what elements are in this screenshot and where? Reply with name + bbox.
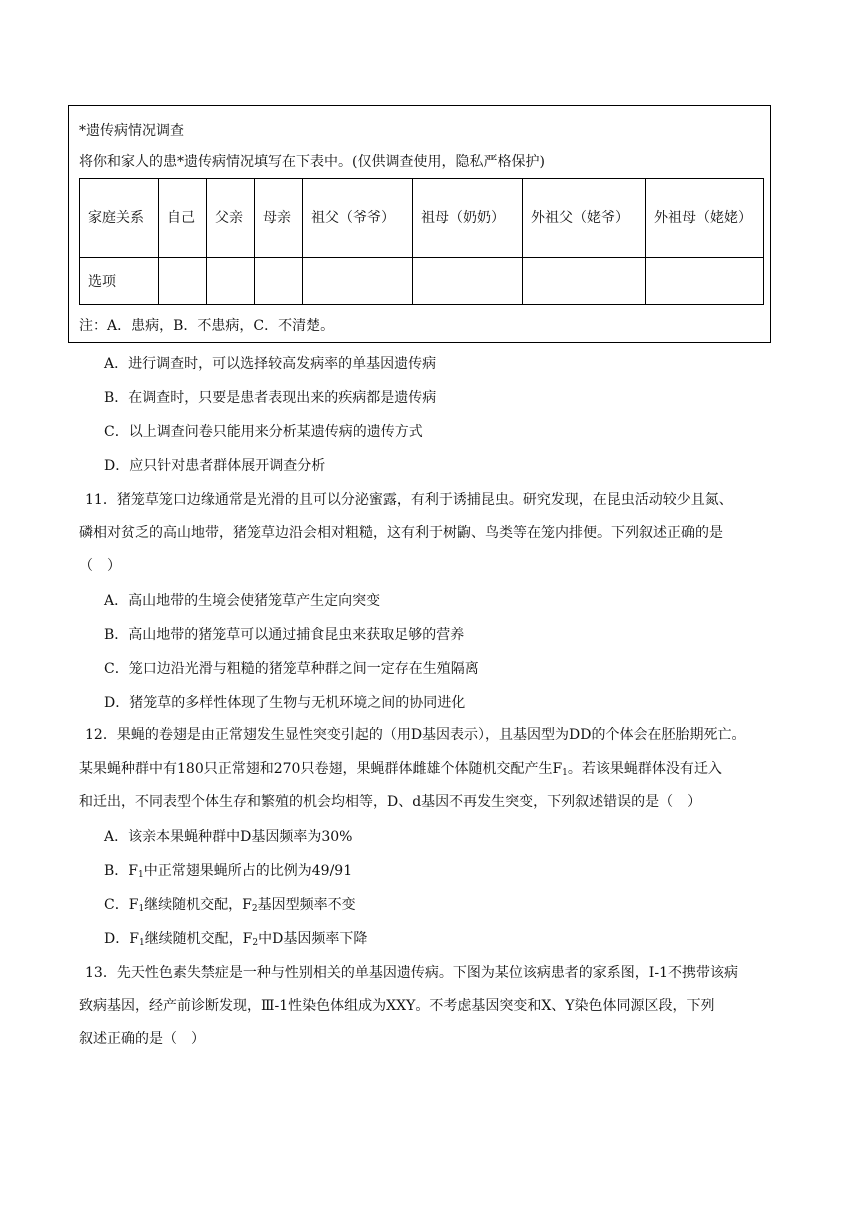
table-row	[80, 258, 764, 305]
q11-stem-line1: 11．猪笼草笼口边缘通常是光滑的且可以分泌蜜露，有利于诱捕昆虫。研究发现，在昆虫活动较少且氮、	[85, 492, 733, 508]
q11-option-d: D．猪笼草的多样性体现了生物与无机环境之间的协同进化	[104, 695, 466, 711]
header-cell: 父亲	[207, 179, 255, 258]
q11-stem-line3: （ ）	[79, 558, 121, 574]
q12-option-b: B．$F_1$中正常翅果蝇所占的比例为49/91	[104, 863, 353, 880]
survey-note: 注：A．患病，B．不患病，C．不清楚。	[79, 318, 335, 334]
q12-stem-line2: 某果蝇种群中有180只正常翅和270只卷翅，果蝇群体雌雄个体随机交配产生$F_1$。若该果蝇群体没有迁入	[79, 761, 722, 778]
table-header-row	[80, 179, 764, 258]
table-cell	[159, 258, 207, 305]
q13-stem-line1: 13．先天性色素失禁症是一种与性别相关的单基因遗传病。下图为某位该病患者的家系图，I-1不携带该病	[85, 965, 738, 981]
q11-option-a: A．高山地带的生境会使猪笼草产生定向突变	[104, 593, 381, 609]
q11-option-b: B．高山地带的猪笼草可以通过捕食昆虫来获取足够的营养	[104, 627, 465, 643]
survey-box	[68, 105, 771, 343]
header-cell: 自己	[159, 179, 207, 258]
header-cell: 家庭关系	[80, 179, 159, 258]
q12-option-c: C．$F_1$继续随机交配，$F_2$基因型频率不变	[104, 897, 356, 914]
q10-option-b: B．在调查时，只要是患者表现出来的疾病都是遗传病	[104, 390, 437, 406]
q12-option-d: D．$F_1$继续随机交配，$F_2$中D基因频率下降	[104, 931, 368, 948]
row-label: 选项	[80, 258, 159, 305]
q11-stem-line2: 磷相对贫乏的高山地带，猪笼草边沿会相对粗糙，这有利于树鼩、鸟类等在笼内排便。下列叙述正确的是	[79, 525, 723, 541]
q11-option-c: C．笼口边沿光滑与粗糙的猪笼草种群之间一定存在生殖隔离	[104, 661, 479, 677]
q13-stem-line3: 叙述正确的是（ ）	[79, 1031, 205, 1047]
q13-stem-line2: 致病基因，经产前诊断发现，Ⅲ-1性染色体组成为XXY。不考虑基因突变和X、Y染色体同源区段，下列	[79, 998, 715, 1014]
q12-stem-line3: 和迁出，不同表型个体生存和繁殖的机会均相等，D、d基因不再发生突变，下列叙述错误的是（ ）	[79, 794, 702, 810]
header-cell: 祖父（爷爷）	[303, 179, 413, 258]
table-cell	[646, 258, 764, 305]
q12-stem-line1: 12．果蝇的卷翅是由正常翅发生显性突变引起的（用D基因表示），且基因型为DD的个体会在胚胎期死亡。	[85, 727, 746, 743]
q10-option-c: C．以上调查问卷只能用来分析某遗传病的遗传方式	[104, 424, 423, 440]
table-cell	[207, 258, 255, 305]
q10-option-a: A．进行调查时，可以选择较高发病率的单基因遗传病	[104, 356, 437, 372]
table-cell	[303, 258, 413, 305]
header-cell: 外祖父（姥爷）	[523, 179, 646, 258]
survey-instruction: 将你和家人的患*遗传病情况填写在下表中。(仅供调查使用，隐私严格保护)	[79, 154, 545, 170]
header-cell: 母亲	[255, 179, 303, 258]
q10-option-d: D．应只针对患者群体展开调查分析	[104, 458, 326, 474]
survey-title: *遗传病情况调查	[79, 123, 184, 139]
q12-option-a: A．该亲本果蝇种群中D基因频率为30%	[104, 829, 353, 845]
survey-table	[79, 178, 764, 305]
header-cell: 外祖母（姥姥）	[646, 179, 764, 258]
table-cell	[523, 258, 646, 305]
table-cell	[255, 258, 303, 305]
header-cell: 祖母（奶奶）	[413, 179, 523, 258]
table-cell	[413, 258, 523, 305]
